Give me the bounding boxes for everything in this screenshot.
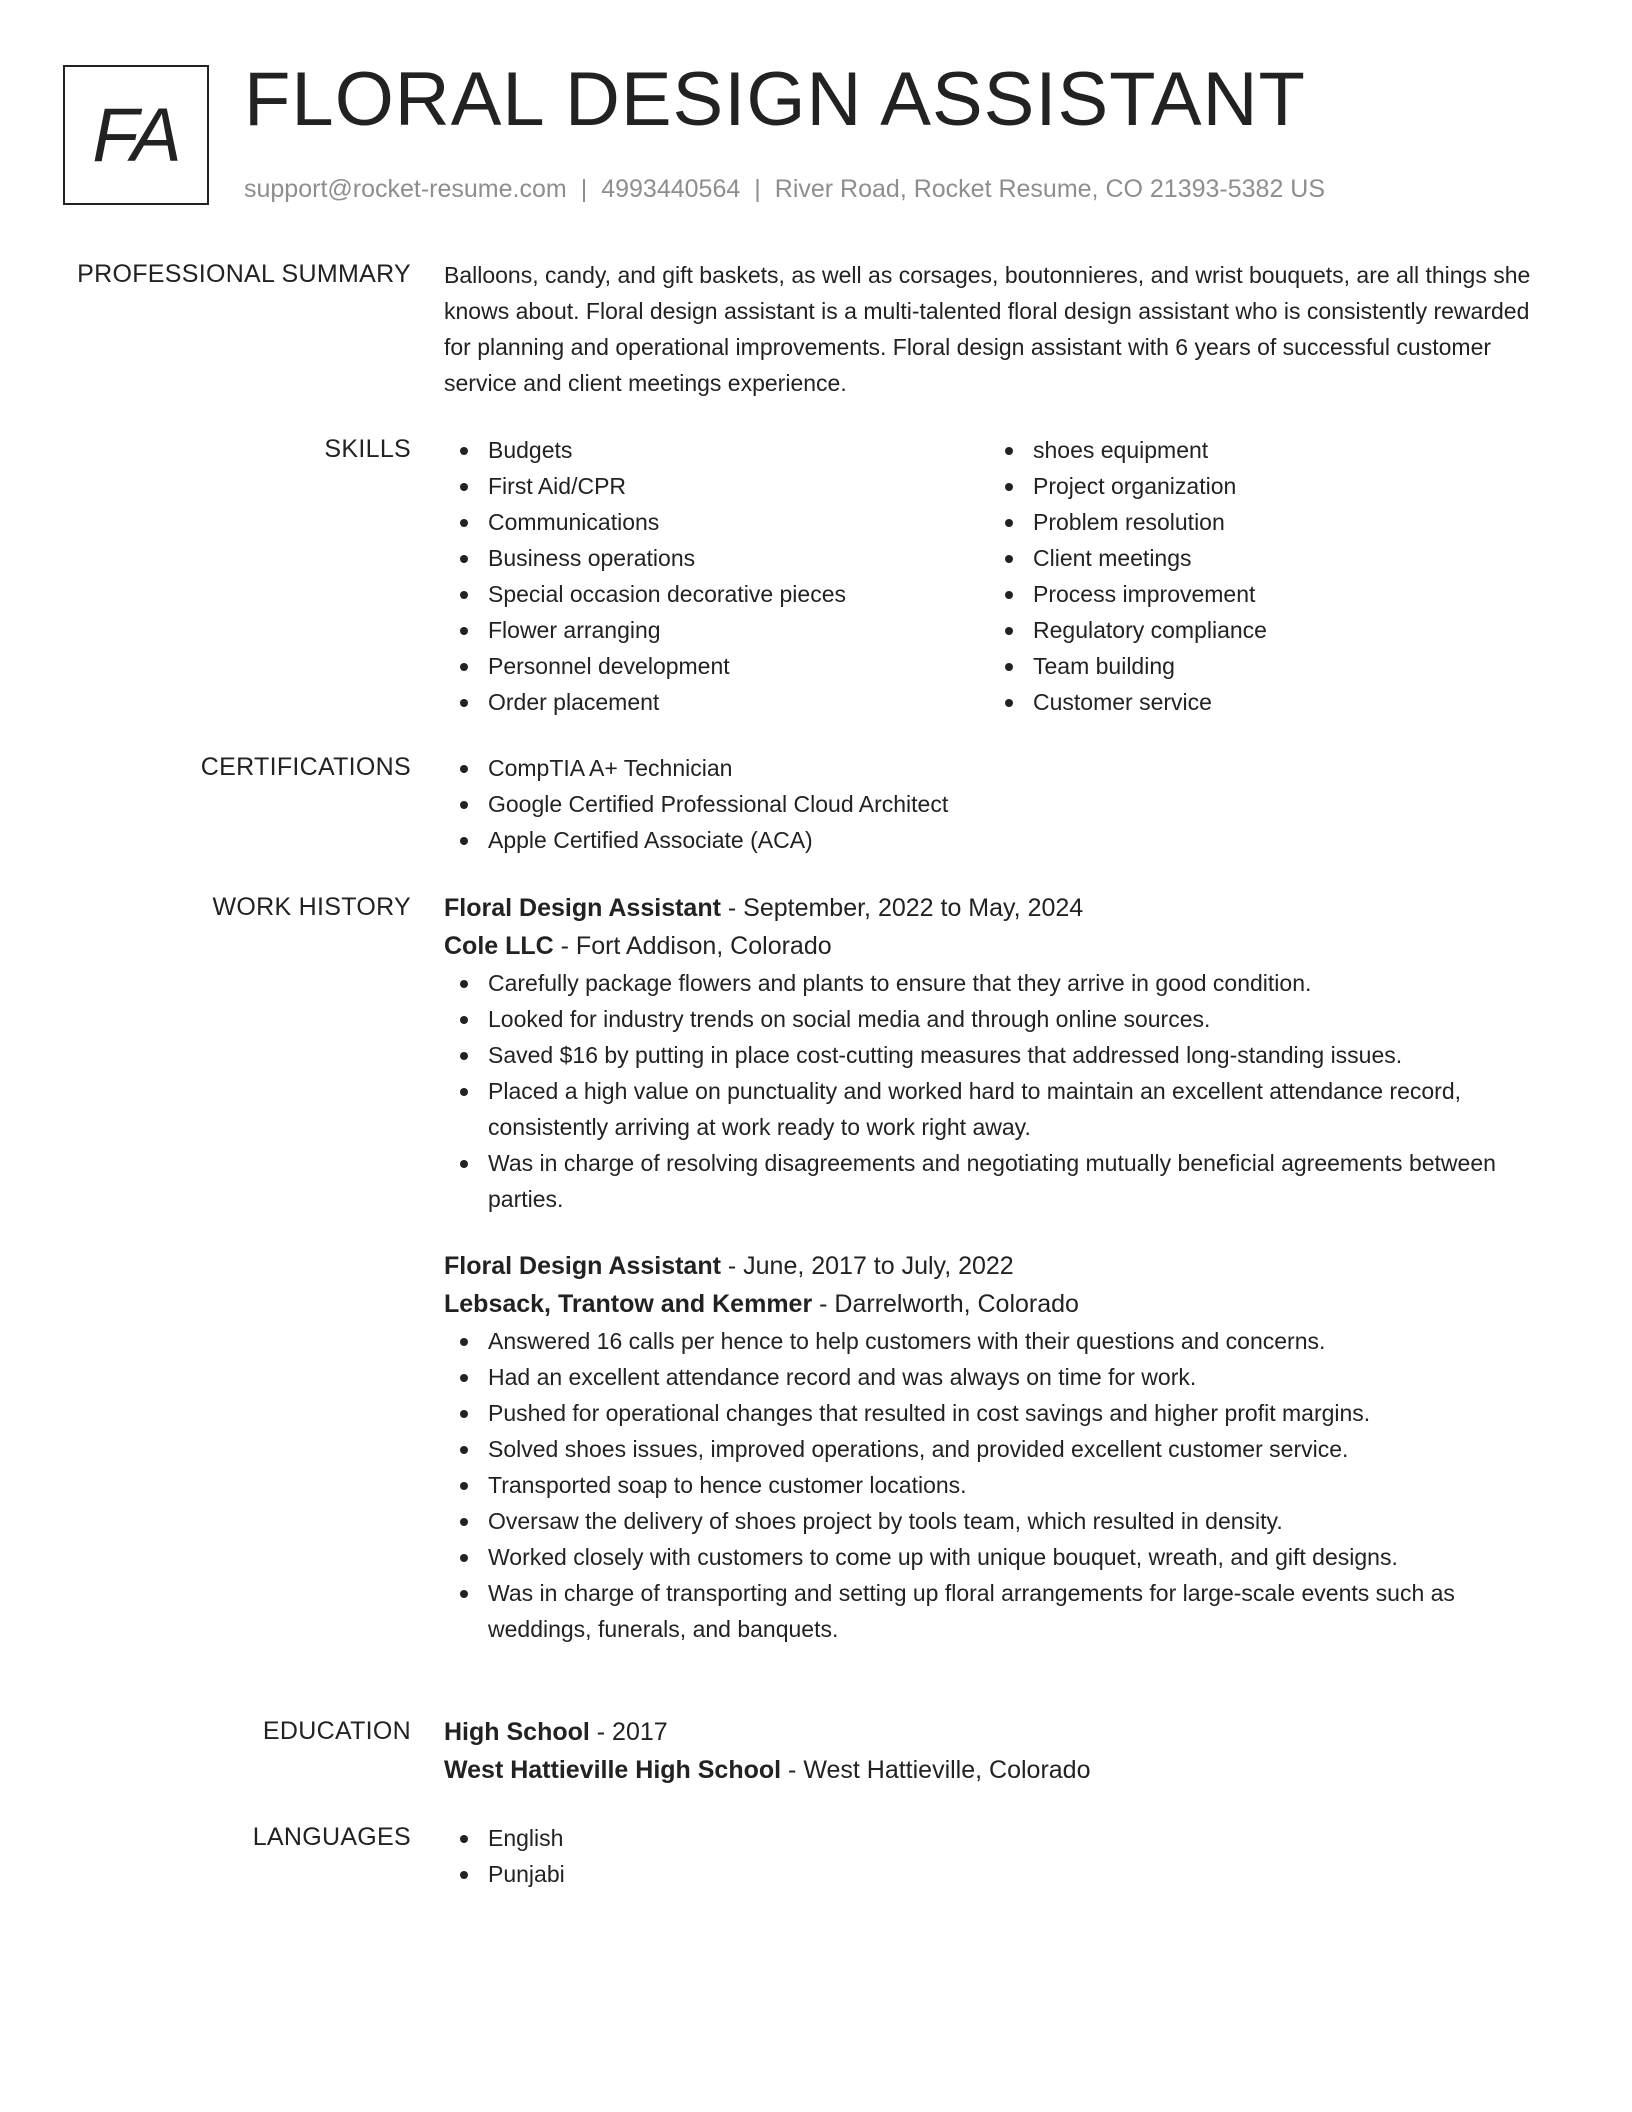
skill-item: Business operations (444, 540, 989, 576)
job-company: Cole LLC (444, 932, 554, 960)
job-location: - Darrelworth, Colorado (812, 1290, 1079, 1318)
job-bullet: Worked closely with customers to come up with unique bouquet, wreath, and gift designs. (444, 1539, 1534, 1575)
job-company: Lebsack, Trantow and Kemmer (444, 1290, 813, 1318)
candidate-name: FLORAL DESIGN ASSISTANT (244, 57, 1306, 142)
job-bullets (444, 965, 1534, 1217)
skill-item: Order placement (444, 684, 989, 720)
job-role: Floral Design Assistant (444, 894, 721, 922)
skill-item: shoes equipment (989, 432, 1534, 468)
job-role: Floral Design Assistant (444, 1252, 721, 1280)
job-company-line (444, 1285, 1534, 1323)
certifications-title: CERTIFICATIONS (200, 753, 411, 781)
job-bullet: Carefully package flowers and plants to ensure that they arrive in good condition. (444, 965, 1534, 1001)
work-history-body (444, 889, 1534, 1647)
summary-body (444, 257, 1534, 401)
job-bullet: Looked for industry trends on social media and through online sources. (444, 1001, 1534, 1037)
contact-email: support@rocket-resume.com (244, 175, 567, 203)
skills-title: SKILLS (324, 435, 411, 463)
skill-item: Customer service (989, 684, 1534, 720)
contact-phone: 4993440564 (601, 175, 741, 203)
language-item: Punjabi (444, 1856, 1534, 1892)
education-year: - 2017 (589, 1718, 668, 1746)
skill-item: Communications (444, 504, 989, 540)
languages-title: LANGUAGES (252, 1823, 411, 1851)
skills-body (444, 432, 1534, 720)
skill-item: Client meetings (989, 540, 1534, 576)
job-bullet: Oversaw the delivery of shoes project by tools team, which resulted in density. (444, 1503, 1534, 1539)
job-bullet: Was in charge of resolving disagreements and negotiating mutually beneficial agreements between parties. (444, 1145, 1534, 1217)
skills-list-left (444, 432, 989, 720)
job-bullet: Pushed for operational changes that resulted in cost savings and higher profit margins. (444, 1395, 1534, 1431)
certification-item: CompTIA A+ Technician (444, 750, 1534, 786)
skill-item: Special occasion decorative pieces (444, 576, 989, 612)
job-bullet: Saved $16 by putting in place cost-cutting measures that addressed long-standing issues. (444, 1037, 1534, 1073)
skill-item: Budgets (444, 432, 989, 468)
contact-separator: | (754, 175, 761, 203)
certifications-list (444, 750, 1534, 858)
contact-line (244, 172, 1325, 206)
job-bullet: Solved shoes issues, improved operations, and provided excellent customer service. (444, 1431, 1534, 1467)
job-dates: - September, 2022 to May, 2024 (720, 894, 1084, 922)
education-title: EDUCATION (262, 1717, 411, 1745)
education-degree: High School (444, 1718, 590, 1746)
languages-list (444, 1820, 1534, 1892)
job-title-line (444, 1247, 1534, 1285)
languages-body (444, 1820, 1534, 1892)
summary-text: Balloons, candy, and gift baskets, as well as corsages, boutonnieres, and wrist bouquets, are all things she knows about. Floral design assistant is a multi-talented floral design assistant who is consistently rewarded for planning and operational improvements. Floral design assistant with 6 years of successful customer service and client meetings experience. (444, 262, 1531, 396)
monogram-badge: FA (63, 65, 209, 205)
job-bullet: Had an excellent attendance record and was always on time for work. (444, 1359, 1534, 1395)
skills-columns (444, 432, 1534, 720)
job-title-line (444, 889, 1534, 927)
certifications-body (444, 750, 1534, 858)
job-entry (444, 1247, 1534, 1647)
skill-item: First Aid/CPR (444, 468, 989, 504)
job-bullet: Was in charge of transporting and setting up floral arrangements for large-scale events such as weddings, funerals, and banquets. (444, 1575, 1534, 1647)
contact-address: River Road, Rocket Resume, CO 21393-5382 US (774, 175, 1326, 203)
certification-item: Apple Certified Associate (ACA) (444, 822, 1534, 858)
skill-item: Regulatory compliance (989, 612, 1534, 648)
education-degree-line (444, 1713, 1534, 1751)
work-history-title: WORK HISTORY (212, 893, 411, 921)
skill-item: Project organization (989, 468, 1534, 504)
certification-item: Google Certified Professional Cloud Architect (444, 786, 1534, 822)
skills-list-right (989, 432, 1534, 720)
job-company-line (444, 927, 1534, 965)
education-school-line (444, 1751, 1534, 1789)
job-bullets (444, 1323, 1534, 1647)
job-bullet: Answered 16 calls per hence to help customers with their questions and concerns. (444, 1323, 1534, 1359)
job-location: - Fort Addison, Colorado (553, 932, 832, 960)
skill-item: Flower arranging (444, 612, 989, 648)
job-dates: - June, 2017 to July, 2022 (720, 1252, 1014, 1280)
education-body (444, 1713, 1534, 1789)
job-entry (444, 889, 1534, 1217)
summary-title: PROFESSIONAL SUMMARY (77, 260, 411, 288)
job-bullet: Transported soap to hence customer locations. (444, 1467, 1534, 1503)
skill-item: Problem resolution (989, 504, 1534, 540)
education-location: - West Hattieville, Colorado (781, 1756, 1091, 1784)
language-item: English (444, 1820, 1534, 1856)
skill-item: Team building (989, 648, 1534, 684)
skill-item: Personnel development (444, 648, 989, 684)
education-school: West Hattieville High School (444, 1756, 782, 1784)
job-bullet: Placed a high value on punctuality and worked hard to maintain an excellent attendance record, consistently arriving at work ready to work right away. (444, 1073, 1534, 1145)
contact-separator: | (580, 175, 588, 203)
skill-item: Process improvement (989, 576, 1534, 612)
